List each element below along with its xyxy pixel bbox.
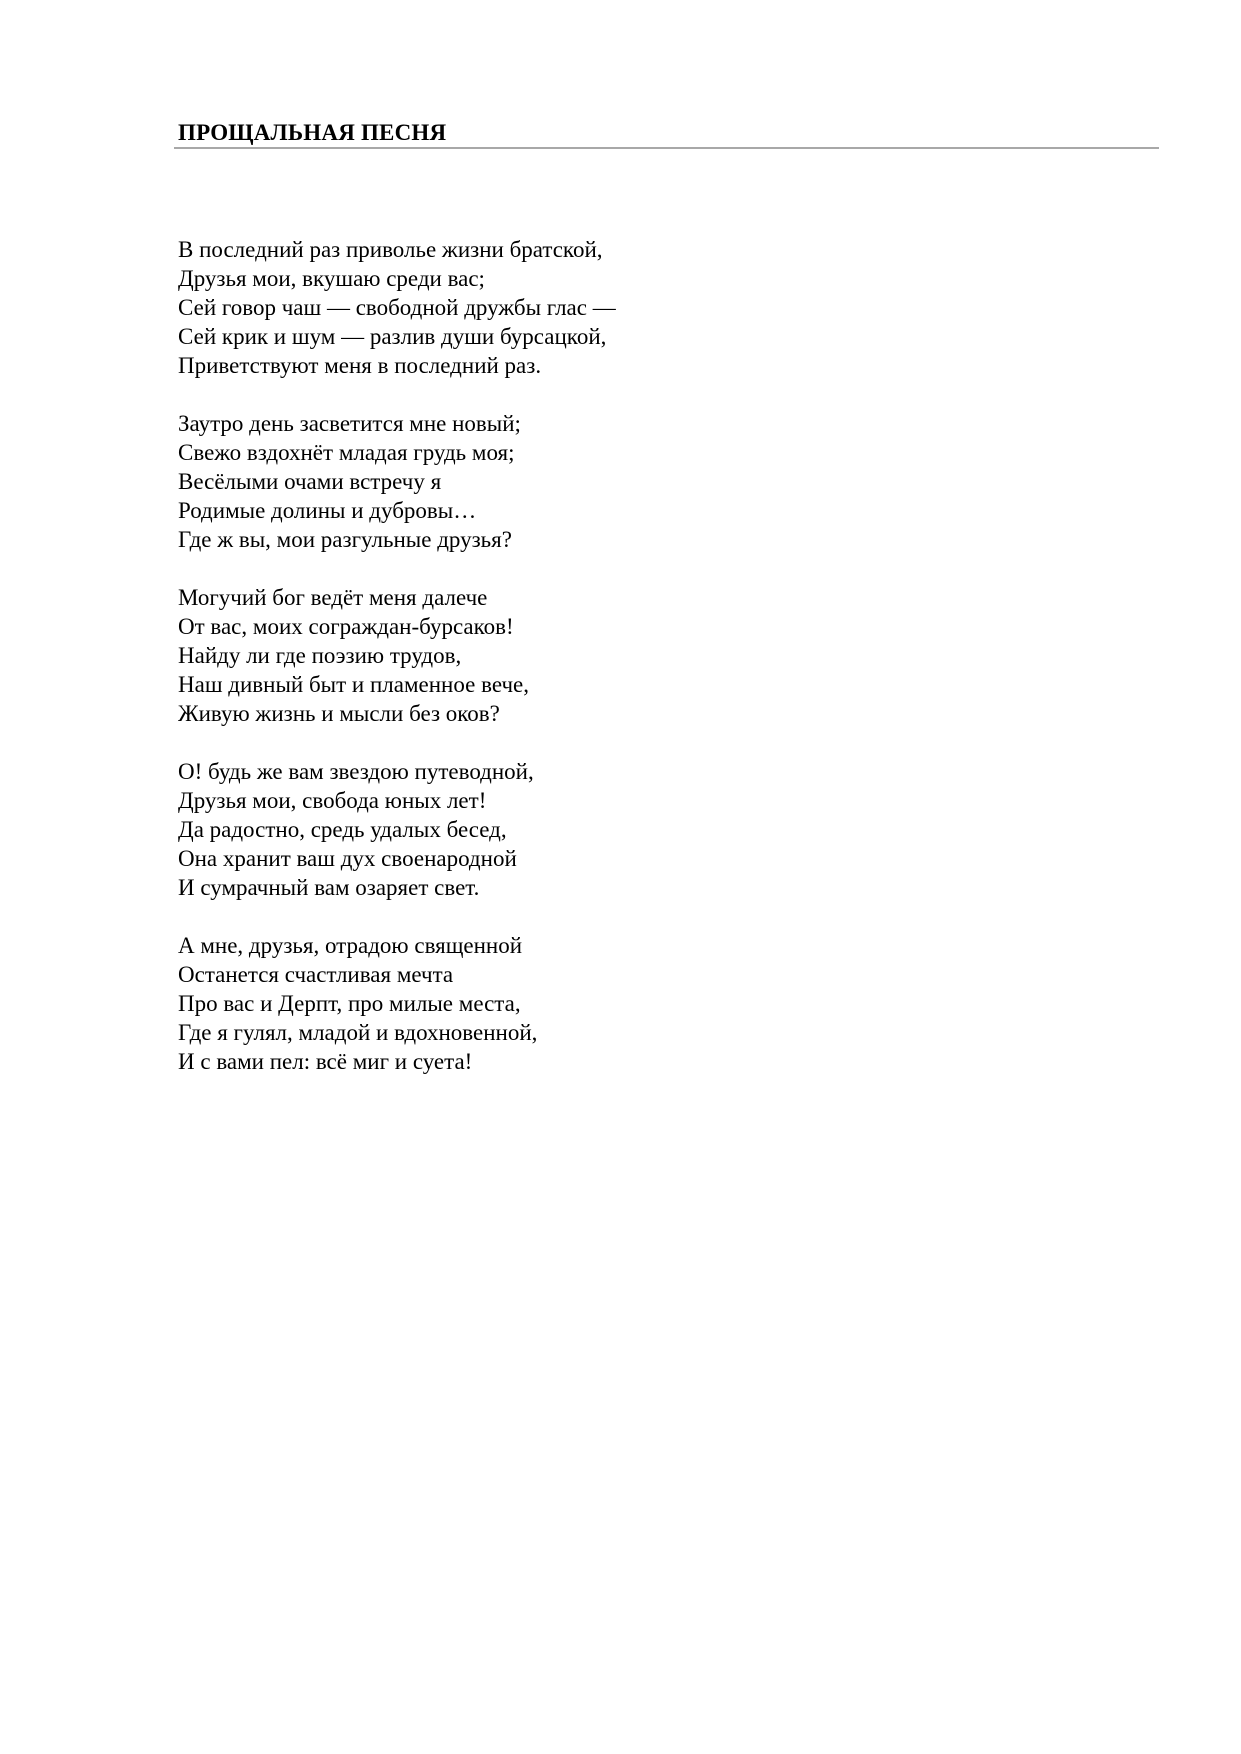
title-underline — [174, 147, 1159, 149]
poem-line: Весёлыми очами встречу я — [178, 469, 442, 494]
stanza-3 — [178, 583, 1078, 728]
poem-line: Сей крик и шум — разлив души бурсацкой, — [178, 324, 607, 349]
poem-line: Сей говор чаш — свободной дружбы глас — — [178, 295, 616, 320]
poem-body — [178, 235, 1078, 1105]
poem-line: А мне, друзья, отрадою священной — [178, 933, 523, 958]
poem-line: Друзья мои, свобода юных лет! — [178, 788, 487, 813]
poem-line: Да радостно, средь удалых бесед, — [178, 817, 507, 842]
stanza-2 — [178, 409, 1078, 554]
poem-line: Где я гулял, младой и вдохновенной, — [178, 1020, 538, 1045]
poem-line: Останется счастливая мечта — [178, 962, 454, 987]
poem-line: Наш дивный быт и пламенное вече, — [178, 672, 529, 697]
stanza-1 — [178, 235, 1078, 380]
poem-line: Заутро день засветится мне новый; — [178, 411, 521, 436]
poem-line: Родимые долины и дубровы… — [178, 498, 477, 523]
poem-title: ПРОЩАЛЬНАЯ ПЕСНЯ — [178, 120, 447, 145]
poem-line: Живую жизнь и мысли без оков? — [178, 701, 500, 726]
poem-line: Друзья мои, вкушаю среди вас; — [178, 266, 485, 291]
poem-line: О! будь же вам звездою путеводной, — [178, 759, 534, 784]
stanza-5 — [178, 931, 1078, 1076]
poem-line: Про вас и Дерпт, про милые места, — [178, 991, 521, 1016]
poem-line: Могучий бог ведёт меня далече — [178, 585, 488, 610]
poem-line: От вас, моих сограждан-бурсаков! — [178, 614, 514, 639]
poem-line: Она хранит ваш дух своенародной — [178, 846, 517, 871]
poem-line: И с вами пел: всё миг и суета! — [178, 1049, 473, 1074]
poem-line: И сумрачный вам озаряет свет. — [178, 875, 480, 900]
poem-line: В последний раз приволье жизни братской, — [178, 237, 603, 262]
poem-line: Найду ли где поэзию трудов, — [178, 643, 462, 668]
poem-line: Где ж вы, мои разгульные друзья? — [178, 527, 512, 552]
poem-line: Приветствуют меня в последний раз. — [178, 353, 542, 378]
poem-line: Свежо вздохнёт младая грудь моя; — [178, 440, 515, 465]
stanza-4 — [178, 757, 1078, 902]
